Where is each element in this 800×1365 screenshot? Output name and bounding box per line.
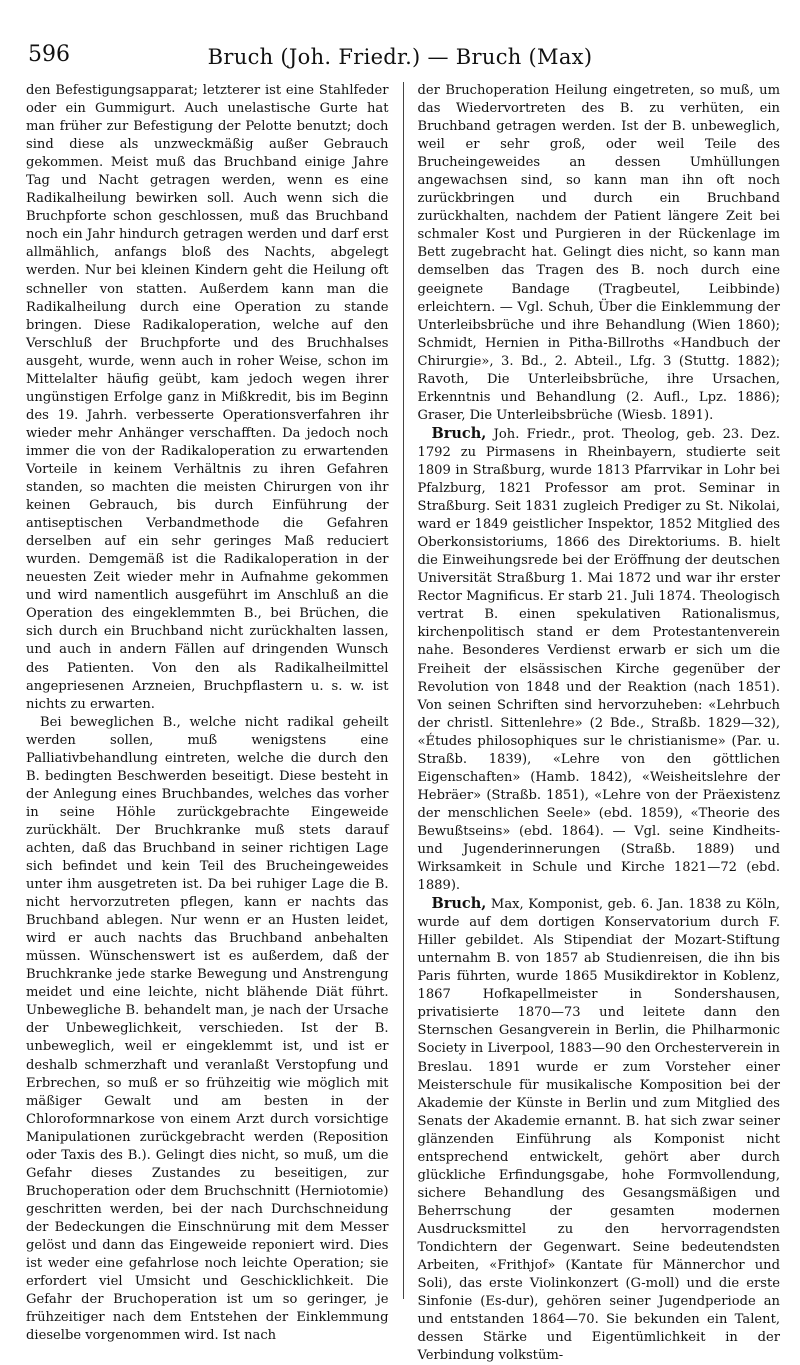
column-divider [403,82,404,1299]
page-header [22,40,778,74]
entry-text: Joh. Friedr., prot. Theolog, geb. 23. Dez. 1792 zu Pirmasens in Rheinbayern, studierte seit 1809 in Straßburg, wurde 1813 Pfarrvikar in Lohr bei Pfalzburg, 1821 Professor am prot. Seminar in Straßburg. Seit 1831 zugleich Prediger zu St. Nikolai, ward er 1849 geistlicher Inspektor, 1852 Mitglied des Oberkonsistoriums, 1866 des Direktoriums. B. hielt die Einweihungsrede bei der Eröffnung der deutschen Universität Straßburg 1. Mai 1872 und war ihr erster Rector Magnificus. Er starb 21. Juli 1874. Theologisch vertrat B. einen spekulativen Rationalismus, kirchenpolitisch stand er dem Protestantenverein nahe. Besonderes Verdienst erwarb er sich um die Freiheit der elsässischen Kirche gegenüber der Revolution von 1848 und der Reaktion (nach 1851). Von seinen Schriften sind hervorzuheben: «Lehrbuch der christl. Sittenlehre» (2 Bde., Straßb. 1829—32), «Études philosophiques sur le christianisme» (Par. u. Straßb. 1839), «Lehre von den göttlichen Eigenschaften» (Hamb. 1842), «Weisheitslehre der Hebräer» (Straßb. 1851), «Lehre von der Präexistenz der menschlichen Seele» (ebd. 1859), «Theorie des Bewußtseins» (ebd. 1864). — Vgl. seine Kindheits- und Jugenderinnerungen (Straßb. 1889) und Wirksamkeit in Schule und Kirche 1821—72 (ebd. 1889). [417,426,780,894]
paragraph: den Befestigungsapparat; letzterer ist eine Stahlfeder oder ein Gummigurt. Auch unelastische Gurte hat man früher zur Befestigung der Pelotte benutzt; doch sind diese als unzweckmäßig außer Gebrauch gekommen. Meist muß das Bruchband einige Jahre Tag und Nacht getragen werden, wenn es eine Radikalheilung bewirken soll. Auch wenn sich die Bruchpforte schon geschlossen, muß das Bruchband noch ein Jahr hindurch getragen werden und darf erst allmählich, anfangs bloß des Nachts, abgelegt werden. Nur bei kleinen Kindern geht die Heilung oft schneller von statten. Außerdem kann man die Radikalheilung durch eine Operation zu stande bringen. Diese Radikaloperation, welche auf den Verschluß der Bruchpforte und des Bruchhalses ausgeht, wurde, wenn auch in roher Weise, schon im Mittelalter häufig geübt, kam jedoch wegen ihrer ungünstigen Erfolge ganz in Mißkredit, bis im Beginn des 19. Jahrh. verbesserte Operationsverfahren ihr wieder mehr Anhänger verschafften. Da jedoch noch immer die von der Radikaloperation zu erwartenden Vorteile in keinem Verhältnis zu ihren Gefahren standen, so machten die meisten Chirurgen von ihr keinen Gebrauch, bis durch Einführung der antiseptischen Verbandmethode die Gefahren derselben auf ein sehr geringes Maß reduciert wurden. Demgemäß ist die Radikaloperation in der neuesten Zeit wieder mehr in Aufnahme gekommen und wird namentlich ausgeführt im Anschluß an die Operation des eingeklemmten B., bei Brüchen, die sich durch ein Bruchband nicht zurückhalten lassen, und auch in andern Fällen auf dringenden Wunsch des Patienten. Von den als Radikalheilmittel angepriesenen Arzneien, Bruchpflastern u. s. w. ist nichts zu erwarten. [26,83,389,712]
entry-text: Max, Komponist, geb. 6. Jan. 1838 zu Köln, wurde auf dem dortigen Konservatorium durch F. Hiller gebildet. Als Stipendiat der Mozart-Stiftung unternahm B. von 1857 ab Studienreisen, die ihn bis Paris führten, wurde 1865 Musikdirektor in Koblenz, 1867 Hofkapellmeister in Sondershausen, privatisierte 1870—73 und leitete dann den Sternschen Gesangverein in Berlin, die Philharmonic Society in Liverpool, 1883—90 den Orchesterverein in Breslau. 1891 wurde er zum Vorsteher einer Meisterschule für musikalische Komposition bei der Akademie der Künste in Berlin und zum Mitglied des Senats der Akademie ernannt. B. hat sich zwar seiner glänzenden Einführung als Komponist nicht entsprechend entwickelt, gehört aber durch glückliche Erfindungsgabe, hohe Formvollendung, sichere Behandlung des Gesangsmäßigen und Beherrschung der gesamten modernen Ausdrucksmittel zu den hervorragendsten Tondichtern der Gegenwart. Seine bedeutendsten Arbeiten, «Frithjof» (Kantate für Männerchor und Soli), das erste Violinkonzert (G-moll) und die erste Sinfonie (Es-dur), gehören seiner Jugendperiode an und entstanden 1864—70. Sie bekunden ein Talent, dessen Stärke und Eigentümlichkeit in der Verbindung volkstüm- [417,897,780,1364]
page-number: 596 [28,42,70,67]
entry-bruch-max [418,895,781,1365]
entry-lemma: Bruch, [431,895,487,913]
left-column [26,82,389,1344]
entry-bruch-joh-friedr [418,425,781,895]
text-columns [26,82,780,1364]
entry-lemma: Bruch, [431,424,487,442]
paragraph: Bei beweglichen B., welche nicht radikal geheilt werden sollen, muß wenigstens eine Palliativbehandlung eintreten, welche die durch den B. bedingten Beschwerden beseitigt. Diese besteht in der Anlegung eines Bruchbandes, welches das vorher in seine Höhle zurückgebrachte Eingeweide zurückhält. Der Bruchkranke muß stets darauf achten, daß das Bruchband in seiner richtigen Lage sich befindet und kein Teil des Brucheingeweides unter ihm ausgetreten ist. Da bei ruhiger Lage die B. nicht hervorzutreten pflegen, kann er nachts das Bruchband ablegen. Nur wenn er an Husten leidet, wird er auch nachts das Bruchband anbehalten müssen. Wünschenswert ist es außerdem, daß der Bruchkranke jede starke Bewegung und Anstrengung meidet und eine leichte, nicht blähende Diät führt. Unbewegliche B. behandelt man, je nach der Ursache der Unbeweglichkeit, verschieden. Ist der B. unbeweglich, weil er eingeklemmt ist, und ist er deshalb schmerzhaft und veranlaßt Verstopfung und Erbrechen, so muß er so frühzeitig wie möglich mit mäßiger Gewalt und am besten in der Chloroformnarkose von einem Arzt durch vorsichtige Manipulationen zurückgebracht werden (Reposition oder Taxis des B.). Gelingt dies nicht, so muß, um die Gefahr dieses Zustandes zu beseitigen, zur Bruchoperation oder dem Bruchschnitt (Herniotomie) geschritten werden, bei der nach Durchschneidung der Bedeckungen die Einschnürung mit dem Messer gelöst und dann das Eingeweide reponiert wird. Dies ist weder eine gefahrlose noch leichte Operation; sie erfordert viel Umsicht und Geschicklichkeit. Die Gefahr der Bruchoperation ist um so geringer, je frühzeitiger nach dem Entstehen der Einklemmung dieselbe vorgenommen wird. Ist nach [26,714,389,1344]
right-column [417,82,781,1364]
paragraph: der Bruchoperation Heilung eingetreten, so muß, um das Wiedervortreten des B. zu verhüten, ein Bruchband getragen werden. Ist der B. unbeweglich, weil er sehr groß, oder weil Teile des Brucheingeweides an dessen Umhüllungen angewachsen sind, so kann man ihn oft noch zurückbringen und durch ein Bruchband zurückhalten, nachdem der Patient längere Zeit bei schmaler Kost und Purgieren in der Rückenlage im Bett zugebracht hat. Gelingt dies nicht, so kann man demselben das Tragen des B. noch durch eine geeignete Bandage (Tragbeutel, Leibbinde) erleichtern. — Vgl. Schuh, Über die Einklemmung der Unterleibsbrüche und ihre Behandlung (Wien 1860); Schmidt, Hernien in Pitha-Billroths «Handbuch der Chirurgie», 3. Bd., 2. Abteil., Lfg. 3 (Stuttg. 1882); Ravoth, Die Unterleibsbrüche, ihre Ursachen, Erkenntnis und Behandlung (2. Aufl., Lpz. 1886); Graser, Die Unterleibsbrüche (Wiesb. 1891). [417,83,780,423]
running-title: Bruch (Joh. Friedr.) — Bruch (Max) [207,45,593,69]
